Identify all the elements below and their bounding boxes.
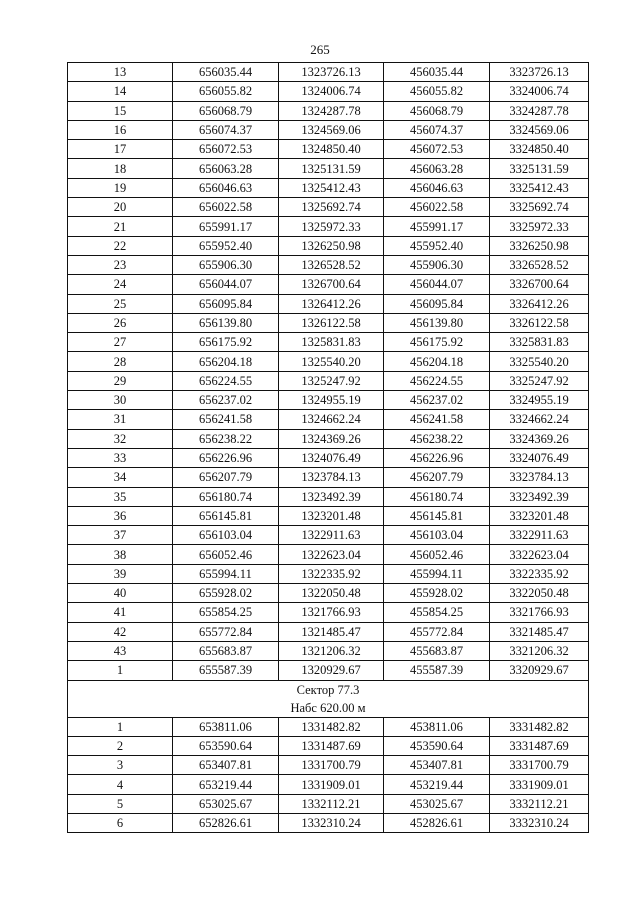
x-msk-cell: 652826.61 xyxy=(173,813,279,832)
x-local-cell: 456238.22 xyxy=(384,429,490,448)
point-number-cell: 24 xyxy=(68,275,173,294)
y-msk-cell: 1332310.24 xyxy=(279,813,384,832)
x-msk-cell: 656068.79 xyxy=(173,101,279,120)
x-msk-cell: 656180.74 xyxy=(173,487,279,506)
x-msk-cell: 655772.84 xyxy=(173,622,279,641)
table-row xyxy=(68,236,589,255)
coordinates-table-body-top xyxy=(68,63,589,681)
point-number-cell: 43 xyxy=(68,641,173,660)
table-row xyxy=(68,813,589,832)
y-msk-cell: 1320929.67 xyxy=(279,661,384,680)
section-header xyxy=(68,680,589,717)
y-local-cell: 3325412.43 xyxy=(490,178,589,197)
x-local-cell: 456175.92 xyxy=(384,333,490,352)
x-msk-cell: 656074.37 xyxy=(173,120,279,139)
y-msk-cell: 1326700.64 xyxy=(279,275,384,294)
x-local-cell: 455928.02 xyxy=(384,584,490,603)
point-number-cell: 14 xyxy=(68,82,173,101)
table-row xyxy=(68,352,589,371)
table-row xyxy=(68,198,589,217)
table-row xyxy=(68,275,589,294)
y-local-cell: 3321485.47 xyxy=(490,622,589,641)
y-local-cell: 3320929.67 xyxy=(490,661,589,680)
x-msk-cell: 656035.44 xyxy=(173,63,279,82)
y-local-cell: 3326412.26 xyxy=(490,294,589,313)
table-row xyxy=(68,622,589,641)
y-msk-cell: 1324662.24 xyxy=(279,410,384,429)
x-msk-cell: 656175.92 xyxy=(173,333,279,352)
x-msk-cell: 655928.02 xyxy=(173,584,279,603)
point-number-cell: 30 xyxy=(68,391,173,410)
point-number-cell: 25 xyxy=(68,294,173,313)
table-row xyxy=(68,794,589,813)
x-local-cell: 456207.79 xyxy=(384,468,490,487)
point-number-cell: 37 xyxy=(68,526,173,545)
point-number-cell: 21 xyxy=(68,217,173,236)
point-number-cell: 32 xyxy=(68,429,173,448)
x-local-cell: 453407.81 xyxy=(384,756,490,775)
x-local-cell: 456052.46 xyxy=(384,545,490,564)
y-msk-cell: 1331700.79 xyxy=(279,756,384,775)
y-local-cell: 3323726.13 xyxy=(490,63,589,82)
x-msk-cell: 653407.81 xyxy=(173,756,279,775)
y-local-cell: 3331487.69 xyxy=(490,736,589,755)
x-msk-cell: 655854.25 xyxy=(173,603,279,622)
x-local-cell: 456035.44 xyxy=(384,63,490,82)
table-row xyxy=(68,564,589,583)
y-msk-cell: 1323201.48 xyxy=(279,506,384,525)
y-msk-cell: 1326528.52 xyxy=(279,255,384,274)
y-msk-cell: 1325131.59 xyxy=(279,159,384,178)
point-number-cell: 1 xyxy=(68,717,173,736)
y-msk-cell: 1325412.43 xyxy=(279,178,384,197)
table-row xyxy=(68,506,589,525)
point-number-cell: 39 xyxy=(68,564,173,583)
x-local-cell: 456072.53 xyxy=(384,140,490,159)
point-number-cell: 6 xyxy=(68,813,173,832)
y-local-cell: 3324955.19 xyxy=(490,391,589,410)
x-msk-cell: 653025.67 xyxy=(173,794,279,813)
y-local-cell: 3321206.32 xyxy=(490,641,589,660)
x-local-cell: 456095.84 xyxy=(384,294,490,313)
table-row xyxy=(68,487,589,506)
point-number-cell: 20 xyxy=(68,198,173,217)
x-local-cell: 455906.30 xyxy=(384,255,490,274)
x-local-cell: 455772.84 xyxy=(384,622,490,641)
table-row xyxy=(68,736,589,755)
x-msk-cell: 655994.11 xyxy=(173,564,279,583)
x-local-cell: 455991.17 xyxy=(384,217,490,236)
y-msk-cell: 1323492.39 xyxy=(279,487,384,506)
table-row xyxy=(68,371,589,390)
y-msk-cell: 1324850.40 xyxy=(279,140,384,159)
y-msk-cell: 1331482.82 xyxy=(279,717,384,736)
table-row xyxy=(68,82,589,101)
x-msk-cell: 656241.58 xyxy=(173,410,279,429)
y-local-cell: 3323784.13 xyxy=(490,468,589,487)
point-number-cell: 13 xyxy=(68,63,173,82)
point-number-cell: 40 xyxy=(68,584,173,603)
point-number-cell: 23 xyxy=(68,255,173,274)
x-local-cell: 456145.81 xyxy=(384,506,490,525)
point-number-cell: 15 xyxy=(68,101,173,120)
x-local-cell: 455683.87 xyxy=(384,641,490,660)
point-number-cell: 3 xyxy=(68,756,173,775)
table-row xyxy=(68,545,589,564)
y-local-cell: 3331909.01 xyxy=(490,775,589,794)
y-local-cell: 3324662.24 xyxy=(490,410,589,429)
x-local-cell: 456044.07 xyxy=(384,275,490,294)
table-row xyxy=(68,526,589,545)
x-local-cell: 456180.74 xyxy=(384,487,490,506)
point-number-cell: 33 xyxy=(68,448,173,467)
point-number-cell: 4 xyxy=(68,775,173,794)
y-msk-cell: 1323784.13 xyxy=(279,468,384,487)
y-msk-cell: 1321766.93 xyxy=(279,603,384,622)
point-number-cell: 27 xyxy=(68,333,173,352)
x-msk-cell: 655952.40 xyxy=(173,236,279,255)
y-msk-cell: 1321485.47 xyxy=(279,622,384,641)
x-msk-cell: 655991.17 xyxy=(173,217,279,236)
y-msk-cell: 1326412.26 xyxy=(279,294,384,313)
table-row xyxy=(68,775,589,794)
x-local-cell: 456241.58 xyxy=(384,410,490,429)
x-msk-cell: 656207.79 xyxy=(173,468,279,487)
x-msk-cell: 656052.46 xyxy=(173,545,279,564)
x-msk-cell: 655906.30 xyxy=(173,255,279,274)
x-msk-cell: 656145.81 xyxy=(173,506,279,525)
y-local-cell: 3326528.52 xyxy=(490,255,589,274)
x-msk-cell: 656103.04 xyxy=(173,526,279,545)
y-local-cell: 3324006.74 xyxy=(490,82,589,101)
y-local-cell: 3325247.92 xyxy=(490,371,589,390)
point-number-cell: 19 xyxy=(68,178,173,197)
y-local-cell: 3325831.83 xyxy=(490,333,589,352)
point-number-cell: 2 xyxy=(68,736,173,755)
section-header-row xyxy=(68,680,589,717)
y-local-cell: 3325540.20 xyxy=(490,352,589,371)
y-msk-cell: 1324076.49 xyxy=(279,448,384,467)
x-local-cell: 456204.18 xyxy=(384,352,490,371)
point-number-cell: 38 xyxy=(68,545,173,564)
point-number-cell: 41 xyxy=(68,603,173,622)
point-number-cell: 1 xyxy=(68,661,173,680)
y-local-cell: 3322623.04 xyxy=(490,545,589,564)
y-msk-cell: 1325247.92 xyxy=(279,371,384,390)
y-msk-cell: 1322335.92 xyxy=(279,564,384,583)
y-local-cell: 3324287.78 xyxy=(490,101,589,120)
table-row xyxy=(68,333,589,352)
y-msk-cell: 1324006.74 xyxy=(279,82,384,101)
y-local-cell: 3324369.26 xyxy=(490,429,589,448)
table-row xyxy=(68,217,589,236)
x-msk-cell: 656063.28 xyxy=(173,159,279,178)
point-number-cell: 28 xyxy=(68,352,173,371)
table-row xyxy=(68,717,589,736)
section-subtitle: Набс 620.00 м xyxy=(290,700,366,715)
point-number-cell: 42 xyxy=(68,622,173,641)
x-local-cell: 453025.67 xyxy=(384,794,490,813)
y-msk-cell: 1331909.01 xyxy=(279,775,384,794)
x-local-cell: 456063.28 xyxy=(384,159,490,178)
table-row xyxy=(68,641,589,660)
y-local-cell: 3322335.92 xyxy=(490,564,589,583)
y-local-cell: 3325972.33 xyxy=(490,217,589,236)
x-msk-cell: 653811.06 xyxy=(173,717,279,736)
table-row xyxy=(68,101,589,120)
x-local-cell: 455854.25 xyxy=(384,603,490,622)
y-msk-cell: 1324287.78 xyxy=(279,101,384,120)
point-number-cell: 35 xyxy=(68,487,173,506)
point-number-cell: 31 xyxy=(68,410,173,429)
point-number-cell: 16 xyxy=(68,120,173,139)
y-local-cell: 3331482.82 xyxy=(490,717,589,736)
y-msk-cell: 1322623.04 xyxy=(279,545,384,564)
x-local-cell: 456046.63 xyxy=(384,178,490,197)
x-local-cell: 456139.80 xyxy=(384,313,490,332)
point-number-cell: 22 xyxy=(68,236,173,255)
table-row xyxy=(68,468,589,487)
table-row xyxy=(68,140,589,159)
y-local-cell: 3323201.48 xyxy=(490,506,589,525)
x-local-cell: 456226.96 xyxy=(384,448,490,467)
y-local-cell: 3326122.58 xyxy=(490,313,589,332)
point-number-cell: 26 xyxy=(68,313,173,332)
point-number-cell: 5 xyxy=(68,794,173,813)
y-local-cell: 3325692.74 xyxy=(490,198,589,217)
y-msk-cell: 1326250.98 xyxy=(279,236,384,255)
x-msk-cell: 656022.58 xyxy=(173,198,279,217)
y-local-cell: 3324076.49 xyxy=(490,448,589,467)
y-local-cell: 3322050.48 xyxy=(490,584,589,603)
y-local-cell: 3326250.98 xyxy=(490,236,589,255)
section-title: Сектор 77.3 xyxy=(296,682,360,697)
x-msk-cell: 656238.22 xyxy=(173,429,279,448)
x-local-cell: 455587.39 xyxy=(384,661,490,680)
x-local-cell: 453590.64 xyxy=(384,736,490,755)
coordinates-table xyxy=(67,62,589,833)
section-header-group xyxy=(68,680,589,717)
page-number: 265 xyxy=(310,42,330,57)
x-msk-cell: 656226.96 xyxy=(173,448,279,467)
x-msk-cell: 656237.02 xyxy=(173,391,279,410)
y-msk-cell: 1325972.33 xyxy=(279,217,384,236)
table-row xyxy=(68,178,589,197)
point-number-cell: 36 xyxy=(68,506,173,525)
x-msk-cell: 656095.84 xyxy=(173,294,279,313)
table-row xyxy=(68,159,589,178)
y-local-cell: 3332310.24 xyxy=(490,813,589,832)
y-msk-cell: 1323726.13 xyxy=(279,63,384,82)
table-row xyxy=(68,120,589,139)
x-msk-cell: 656139.80 xyxy=(173,313,279,332)
x-local-cell: 453811.06 xyxy=(384,717,490,736)
x-msk-cell: 656204.18 xyxy=(173,352,279,371)
y-local-cell: 3322911.63 xyxy=(490,526,589,545)
x-local-cell: 456103.04 xyxy=(384,526,490,545)
x-local-cell: 453219.44 xyxy=(384,775,490,794)
y-msk-cell: 1324569.06 xyxy=(279,120,384,139)
y-local-cell: 3326700.64 xyxy=(490,275,589,294)
x-msk-cell: 656046.63 xyxy=(173,178,279,197)
x-local-cell: 456237.02 xyxy=(384,391,490,410)
y-msk-cell: 1322911.63 xyxy=(279,526,384,545)
x-local-cell: 456055.82 xyxy=(384,82,490,101)
x-local-cell: 456074.37 xyxy=(384,120,490,139)
x-msk-cell: 655587.39 xyxy=(173,661,279,680)
y-msk-cell: 1322050.48 xyxy=(279,584,384,603)
table-row xyxy=(68,661,589,680)
y-msk-cell: 1332112.21 xyxy=(279,794,384,813)
point-number-cell: 29 xyxy=(68,371,173,390)
x-msk-cell: 653590.64 xyxy=(173,736,279,755)
y-local-cell: 3321766.93 xyxy=(490,603,589,622)
y-msk-cell: 1321206.32 xyxy=(279,641,384,660)
y-local-cell: 3323492.39 xyxy=(490,487,589,506)
x-local-cell: 456022.58 xyxy=(384,198,490,217)
table-row xyxy=(68,313,589,332)
y-local-cell: 3331700.79 xyxy=(490,756,589,775)
x-msk-cell: 656055.82 xyxy=(173,82,279,101)
coordinates-table-body-bottom xyxy=(68,717,589,833)
y-msk-cell: 1325540.20 xyxy=(279,352,384,371)
y-local-cell: 3325131.59 xyxy=(490,159,589,178)
y-msk-cell: 1325831.83 xyxy=(279,333,384,352)
table-row xyxy=(68,294,589,313)
x-local-cell: 455994.11 xyxy=(384,564,490,583)
y-local-cell: 3332112.21 xyxy=(490,794,589,813)
x-local-cell: 455952.40 xyxy=(384,236,490,255)
table-row xyxy=(68,603,589,622)
table-row xyxy=(68,584,589,603)
y-msk-cell: 1325692.74 xyxy=(279,198,384,217)
y-local-cell: 3324569.06 xyxy=(490,120,589,139)
y-msk-cell: 1324369.26 xyxy=(279,429,384,448)
table-row xyxy=(68,391,589,410)
y-msk-cell: 1326122.58 xyxy=(279,313,384,332)
point-number-cell: 34 xyxy=(68,468,173,487)
x-msk-cell: 656072.53 xyxy=(173,140,279,159)
x-msk-cell: 655683.87 xyxy=(173,641,279,660)
y-msk-cell: 1331487.69 xyxy=(279,736,384,755)
x-msk-cell: 653219.44 xyxy=(173,775,279,794)
table-row xyxy=(68,255,589,274)
x-local-cell: 456224.55 xyxy=(384,371,490,390)
y-local-cell: 3324850.40 xyxy=(490,140,589,159)
table-row xyxy=(68,756,589,775)
x-msk-cell: 656044.07 xyxy=(173,275,279,294)
table-row xyxy=(68,63,589,82)
x-local-cell: 456068.79 xyxy=(384,101,490,120)
y-msk-cell: 1324955.19 xyxy=(279,391,384,410)
point-number-cell: 18 xyxy=(68,159,173,178)
point-number-cell: 17 xyxy=(68,140,173,159)
x-local-cell: 452826.61 xyxy=(384,813,490,832)
table-row xyxy=(68,429,589,448)
table-row xyxy=(68,448,589,467)
x-msk-cell: 656224.55 xyxy=(173,371,279,390)
table-row xyxy=(68,410,589,429)
